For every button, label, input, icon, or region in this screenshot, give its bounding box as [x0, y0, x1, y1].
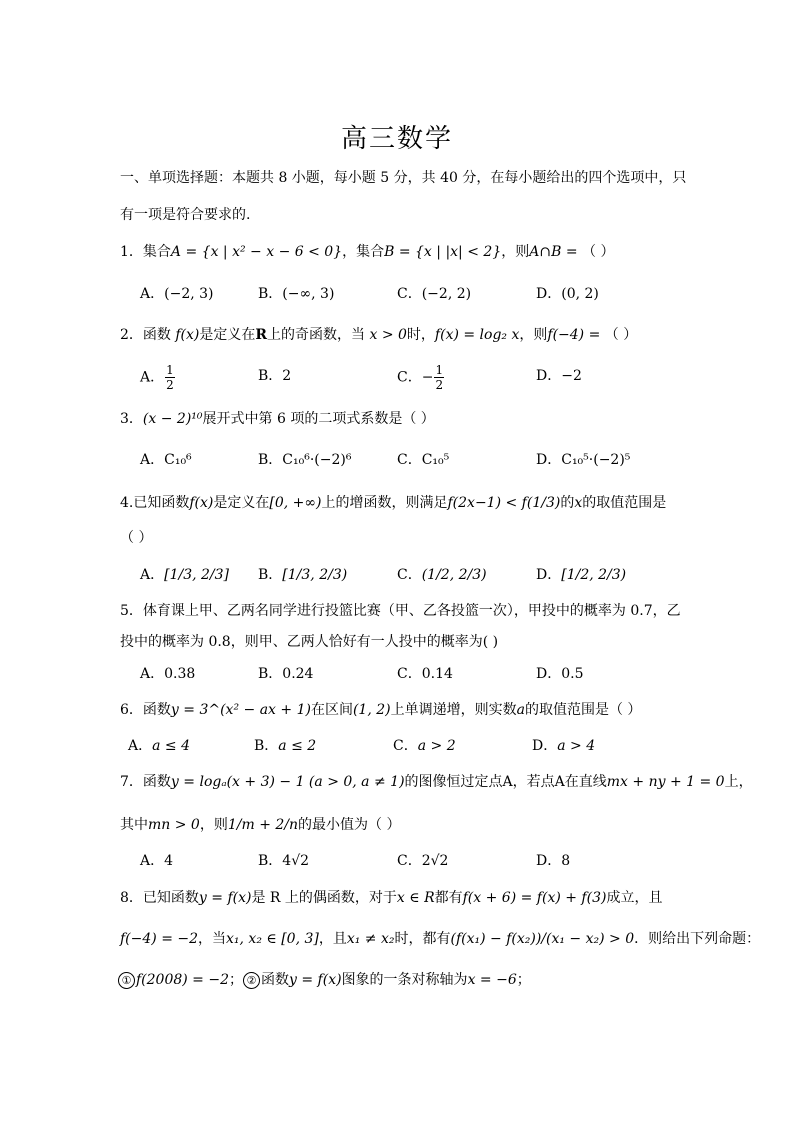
- q8-text: 成立，且: [606, 890, 663, 906]
- option-c[interactable]: C．(−2, 2): [397, 286, 472, 302]
- q3-options: [140, 448, 740, 472]
- fraction: $\frac{1}{2}$: [435, 363, 444, 392]
- q8-text: ．则给出下列命题：: [634, 931, 761, 947]
- option-d[interactable]: D．0.5: [536, 666, 584, 682]
- q2-text: 时，: [406, 327, 435, 343]
- asked-value: f(−4): [547, 327, 585, 343]
- function-f: f(x): [189, 495, 214, 511]
- difference-quotient: (f(x₁) − f(x₂))/(x₁ − x₂) > 0: [450, 931, 635, 947]
- question-number: 7．: [120, 774, 143, 790]
- condition: mn > 0: [148, 817, 200, 833]
- condition: x > 0: [369, 327, 407, 343]
- q1-text: ，集合: [342, 244, 385, 260]
- option-d[interactable]: D．a > 4: [532, 738, 596, 754]
- binomial-expr: (x − 2)¹⁰: [142, 411, 203, 427]
- function-f: y = f(x): [289, 972, 342, 988]
- log-expr: y = logₐ(x + 3) − 1 (a > 0, a ≠ 1): [170, 774, 405, 790]
- q4-options: [140, 563, 740, 587]
- question-number: 8．: [120, 890, 143, 906]
- function-f: f(x): [175, 327, 200, 343]
- option-b[interactable]: B．C₁₀⁶·(−2)⁶: [258, 452, 352, 468]
- section-instructions-line2: 有一项是符合要求的.: [120, 207, 251, 223]
- question-8-line3: [118, 970, 531, 990]
- option-a[interactable]: A．[1/3, 2/3]: [140, 567, 230, 583]
- x-in-r: x ∈ R: [396, 890, 435, 906]
- q1-text: ，则: [501, 244, 530, 260]
- question-8-line2: [120, 929, 760, 949]
- option-a[interactable]: A．(−2, 3): [140, 286, 214, 302]
- q4-text: 是定义在: [213, 495, 270, 511]
- variable-a: a: [516, 702, 525, 718]
- option-a[interactable]: A． $\frac{1}{2}$: [140, 363, 174, 392]
- q1-options: [140, 282, 740, 306]
- functional-equation: f(x + 6) = f(x) + f(3): [462, 890, 607, 906]
- q2-text: 函数: [142, 327, 176, 343]
- option-c[interactable]: C．0.14: [397, 666, 453, 682]
- q1-text: 集合: [142, 244, 171, 260]
- option-a[interactable]: A．C₁₀⁶: [140, 452, 192, 468]
- section-instructions-line1: 一、单项选择题：本题共 8 小题，每小题 5 分，共 40 分，在每小题给出的四个选项中，只: [120, 170, 687, 186]
- option-d[interactable]: D．[1/2, 2/3): [536, 567, 627, 583]
- q4-text: 已知函数: [133, 495, 190, 511]
- q6-text: 在区间: [310, 702, 353, 718]
- exponential-expr: y = 3^(x² − ax + 1): [170, 702, 311, 718]
- proposition-2-marker: ②: [243, 972, 260, 989]
- option-c[interactable]: C．C₁₀⁵: [397, 452, 450, 468]
- symmetry-axis: x = −6: [467, 972, 517, 988]
- proposition-1: f(2008) = −2: [136, 972, 230, 988]
- question-8-line1: [120, 888, 662, 908]
- q7-text: ，则: [199, 817, 228, 833]
- q7-text: 函数: [142, 774, 171, 790]
- q2-text: = （ ）: [584, 327, 638, 343]
- q8-text: 时，都有: [394, 931, 451, 947]
- q4-text: 上的增函数，则满足: [321, 495, 448, 511]
- fraction-sum: 1/m + 2/n: [227, 817, 299, 833]
- option-b[interactable]: B．(−∞, 3): [258, 286, 335, 302]
- proposition-1-marker: ①: [118, 972, 135, 989]
- q4-paren: （ ）: [120, 530, 153, 546]
- line-equation: mx + ny + 1 = 0: [606, 774, 725, 790]
- q8-text: 都有: [434, 890, 463, 906]
- q7-text: 其中: [120, 817, 148, 833]
- q2-options: [140, 363, 740, 392]
- q8-text: 函数: [261, 972, 290, 988]
- page-title: 高三数学: [340, 124, 453, 154]
- question-3: [120, 409, 435, 429]
- q6-text: 上单调递增，则实数: [390, 702, 517, 718]
- q5-options: [140, 662, 740, 686]
- fraction: $\frac{1}{2}$: [166, 363, 174, 392]
- q2-text: ，则: [519, 327, 548, 343]
- inequality: f(2x−1) < f(1/3): [447, 495, 561, 511]
- q7-text: 上，: [724, 774, 753, 790]
- option-a[interactable]: A．0.38: [140, 666, 196, 682]
- question-1: [120, 242, 614, 262]
- option-d[interactable]: D．−2: [536, 368, 582, 384]
- option-b[interactable]: B．4√2: [258, 853, 310, 869]
- q7-text: 的图像恒过定点A，若点A在直线: [404, 774, 607, 790]
- question-5-line2: 投中的概率为 0.8，则甲、乙两人恰好有一人投中的概率为( ): [120, 634, 499, 650]
- question-4: [120, 493, 666, 513]
- q6-text: 的取值范围是（ ）: [524, 702, 642, 718]
- option-d[interactable]: D．8: [536, 853, 571, 869]
- q8-text: 是 R 上的偶函数，对于: [251, 890, 397, 906]
- q2-text: 上的奇函数，当: [267, 327, 370, 343]
- real-set: R: [255, 327, 268, 343]
- option-c[interactable]: C．(1/2, 2/3): [397, 567, 487, 583]
- question-2: [120, 325, 637, 345]
- domain: [0, +∞): [269, 495, 322, 511]
- function-f: y = f(x): [198, 890, 252, 906]
- option-d[interactable]: D．C₁₀⁵·(−2)⁵: [536, 452, 631, 468]
- q2-text: 是定义在: [199, 327, 256, 343]
- q4-text: 的取值范围是: [582, 495, 667, 511]
- option-b[interactable]: B．a ≤ 2: [254, 738, 317, 754]
- q3-text: 展开式中第 6 项的二项式系数是（ ）: [202, 411, 435, 427]
- q8-text: 已知函数: [142, 890, 199, 906]
- question-5-line1: 5．体育课上甲、乙两名同学进行投篮比赛（甲、乙各投篮一次），甲投中的概率为 0.7，乙: [120, 603, 681, 619]
- q6-text: 函数: [142, 702, 171, 718]
- option-b[interactable]: B．0.24: [258, 666, 314, 682]
- option-a[interactable]: A．a ≤ 4: [128, 738, 191, 754]
- given-value: f(−4) = −2: [120, 931, 199, 947]
- question-6: [120, 700, 641, 720]
- x-range: x₁, x₂ ∈ [0, 3]: [226, 931, 319, 947]
- q4-text: 的: [560, 495, 575, 511]
- interval: (1, 2): [352, 702, 391, 718]
- q8-text: ，当: [198, 931, 227, 947]
- x-not-equal: x₁ ≠ x₂: [346, 931, 395, 947]
- question-number: 1．: [120, 244, 143, 260]
- question-number: 4.: [120, 495, 134, 511]
- q7-options: [140, 849, 740, 873]
- option-b[interactable]: B．2: [258, 368, 292, 384]
- set-b: B = {x | |x| < 2}: [384, 244, 502, 260]
- variable-x: x: [574, 495, 583, 511]
- q6-options: [128, 734, 728, 758]
- set-a: A = {x | x² − x − 6 < 0}: [170, 244, 343, 260]
- q1-text: = （ ）: [561, 244, 615, 260]
- question-number: 2．: [120, 327, 143, 343]
- option-c[interactable]: C．a > 2: [393, 738, 456, 754]
- q8-text: ；: [229, 972, 244, 988]
- q8-text: ，且: [318, 931, 347, 947]
- function-definition: f(x) = log₂ x: [434, 327, 520, 343]
- question-7-line2: [120, 815, 400, 835]
- question-7-line1: [120, 772, 753, 792]
- q8-text: ；: [516, 972, 531, 988]
- option-d[interactable]: D．(0, 2): [536, 286, 599, 302]
- question-number: 3．: [120, 411, 143, 427]
- option-c[interactable]: C．− $\frac{1}{2}$: [397, 363, 444, 392]
- option-a[interactable]: A．4: [140, 853, 174, 869]
- q8-text: 图象的一条对称轴为: [341, 972, 468, 988]
- question-number: 6．: [120, 702, 143, 718]
- q7-text: 的最小值为（ ）: [298, 817, 401, 833]
- option-b[interactable]: B．[1/3, 2/3): [258, 567, 348, 583]
- intersection-expr: A∩B: [529, 244, 562, 260]
- option-c[interactable]: C．2√2: [397, 853, 449, 869]
